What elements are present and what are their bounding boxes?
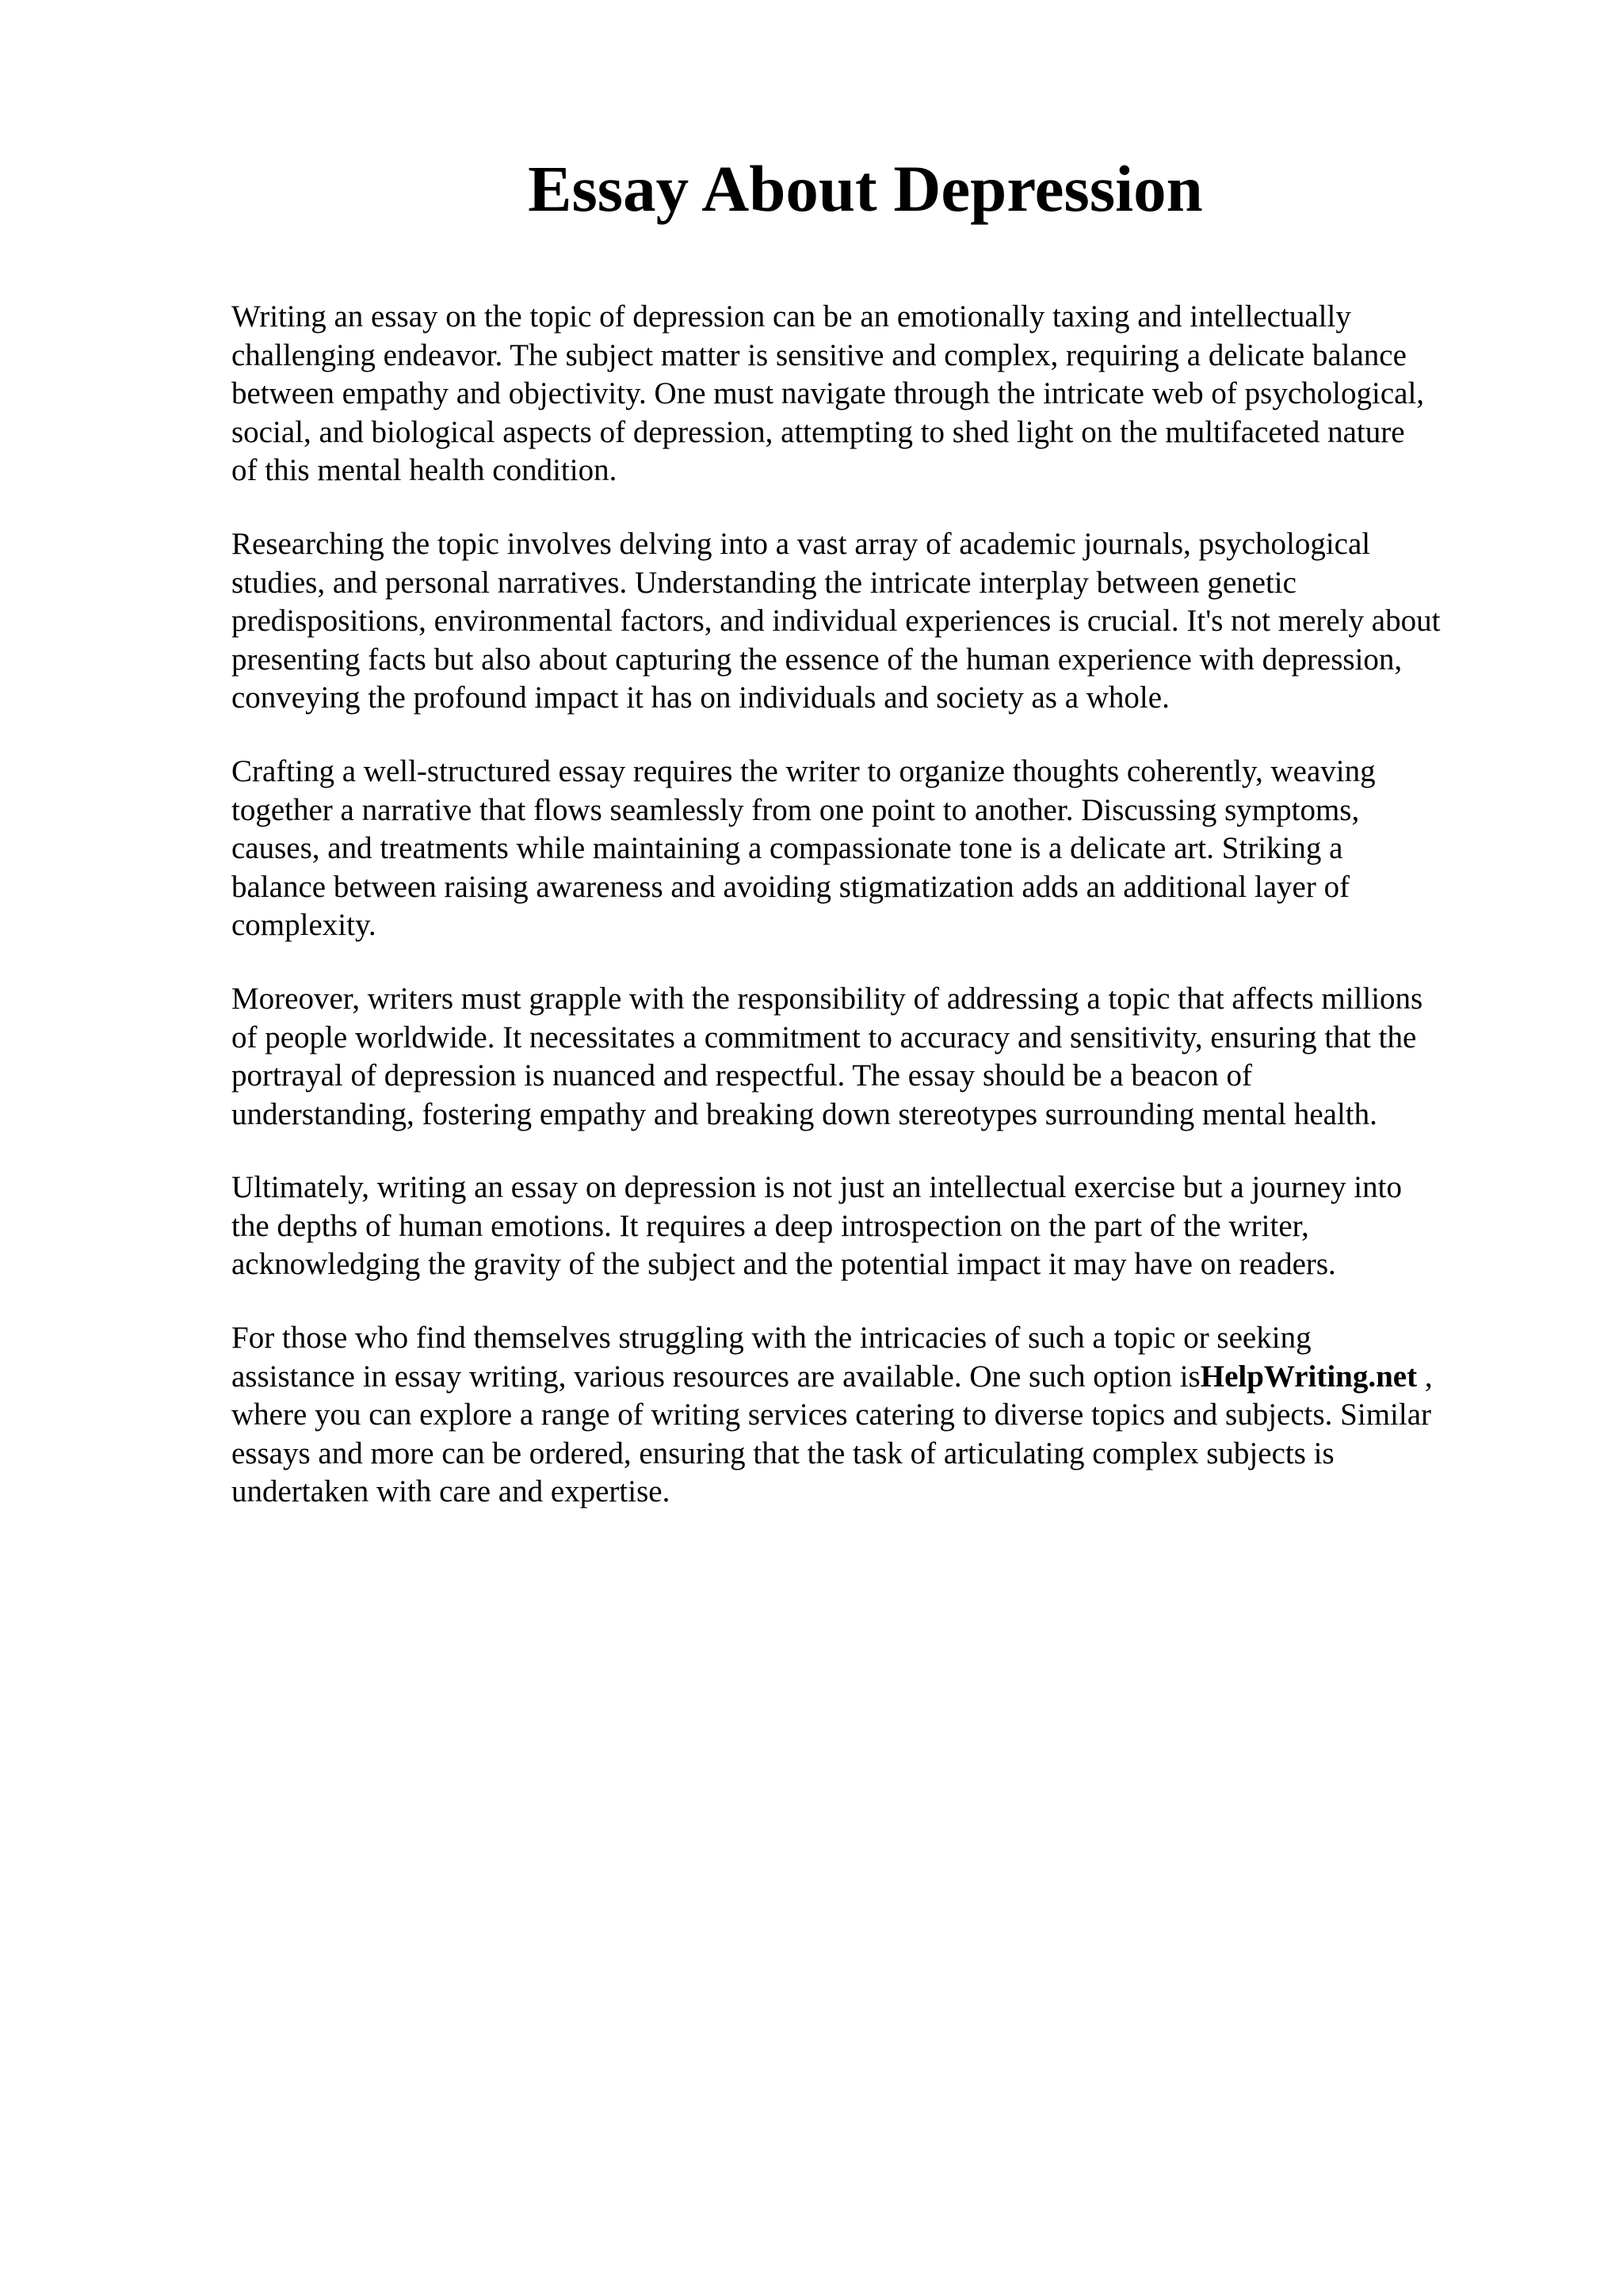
text-line: conveying the profound impact it has on individuals and society as a whole. <box>231 681 1170 715</box>
text-line: acknowledging the gravity of the subject and the potential impact it may have on readers. <box>231 1247 1336 1282</box>
text-line: together a narrative that flows seamlessly from one point to another. Discussing symptoms, <box>231 792 1360 827</box>
text-line: presenting facts but also about capturing the essence of the human experience with depression, <box>231 642 1403 677</box>
paragraph-5 <box>231 1169 1531 1284</box>
paragraph-1 <box>231 298 1531 490</box>
text-segment: assistance in essay writing, various resources are available. One such option is <box>231 1359 1201 1394</box>
text-line: Ultimately, writing an essay on depression is not just an intellectual exercise but a journey into <box>231 1170 1402 1205</box>
text-line: social, and biological aspects of depression, attempting to shed light on the multifaceted nature <box>231 414 1405 449</box>
text-line: studies, and personal narratives. Understanding the intricate interplay between genetic <box>231 565 1296 600</box>
essay-title: Essay About Depression <box>528 152 1203 225</box>
text-line: causes, and treatments while maintaining a compassionate tone is a delicate art. Striking a <box>231 831 1343 866</box>
text-line: portrayal of depression is nuanced and respectful. The essay should be a beacon of <box>231 1058 1253 1093</box>
text-line: undertaken with care and expertise. <box>231 1474 670 1509</box>
text-line: of people worldwide. It necessitates a commitment to accuracy and sensitivity, ensuring that the <box>231 1020 1417 1055</box>
text-line: the depths of human emotions. It requires a deep introspection on the part of the writer, <box>231 1208 1309 1243</box>
text-segment: , <box>1417 1359 1433 1394</box>
text-line: essays and more can be ordered, ensuring that the task of articulating complex subjects is <box>231 1436 1335 1470</box>
paragraph-3 <box>231 753 1531 945</box>
text-line: between empathy and objectivity. One must navigate through the intricate web of psychological, <box>231 376 1425 411</box>
text-line: understanding, fostering empathy and breaking down stereotypes surrounding mental health. <box>231 1097 1377 1131</box>
essay-body <box>231 298 1531 1547</box>
text-line: complexity. <box>231 908 376 943</box>
text-line: Researching the topic involves delving into a vast array of academic journals, psychological <box>231 526 1371 561</box>
text-line: challenging endeavor. The subject matter is sensitive and complex, requiring a delicate balance <box>231 338 1407 372</box>
text-line: of this mental health condition. <box>231 453 617 488</box>
paragraph-4 <box>231 980 1531 1134</box>
text-line: For those who find themselves struggling with the intricacies of such a topic or seeking <box>231 1321 1312 1356</box>
paragraph-2 <box>231 525 1531 718</box>
text-line: predispositions, environmental factors, and individual experiences is crucial. It's not merely about <box>231 604 1441 639</box>
helpwriting-brand-name: HelpWriting.net <box>1200 1359 1418 1394</box>
text-line-with-brand <box>231 1358 1531 1397</box>
text-line: where you can explore a range of writing services catering to diverse topics and subjects. Similar <box>231 1398 1431 1432</box>
paragraph-6 <box>231 1319 1531 1512</box>
text-line: Writing an essay on the topic of depression can be an emotionally taxing and intellectually <box>231 299 1351 334</box>
text-line: Moreover, writers must grapple with the responsibility of addressing a topic that affects millions <box>231 981 1423 1016</box>
text-line: Crafting a well-structured essay requires the writer to organize thoughts coherently, weaving <box>231 753 1376 788</box>
text-line: balance between raising awareness and avoiding stigmatization adds an additional layer of <box>231 869 1350 904</box>
